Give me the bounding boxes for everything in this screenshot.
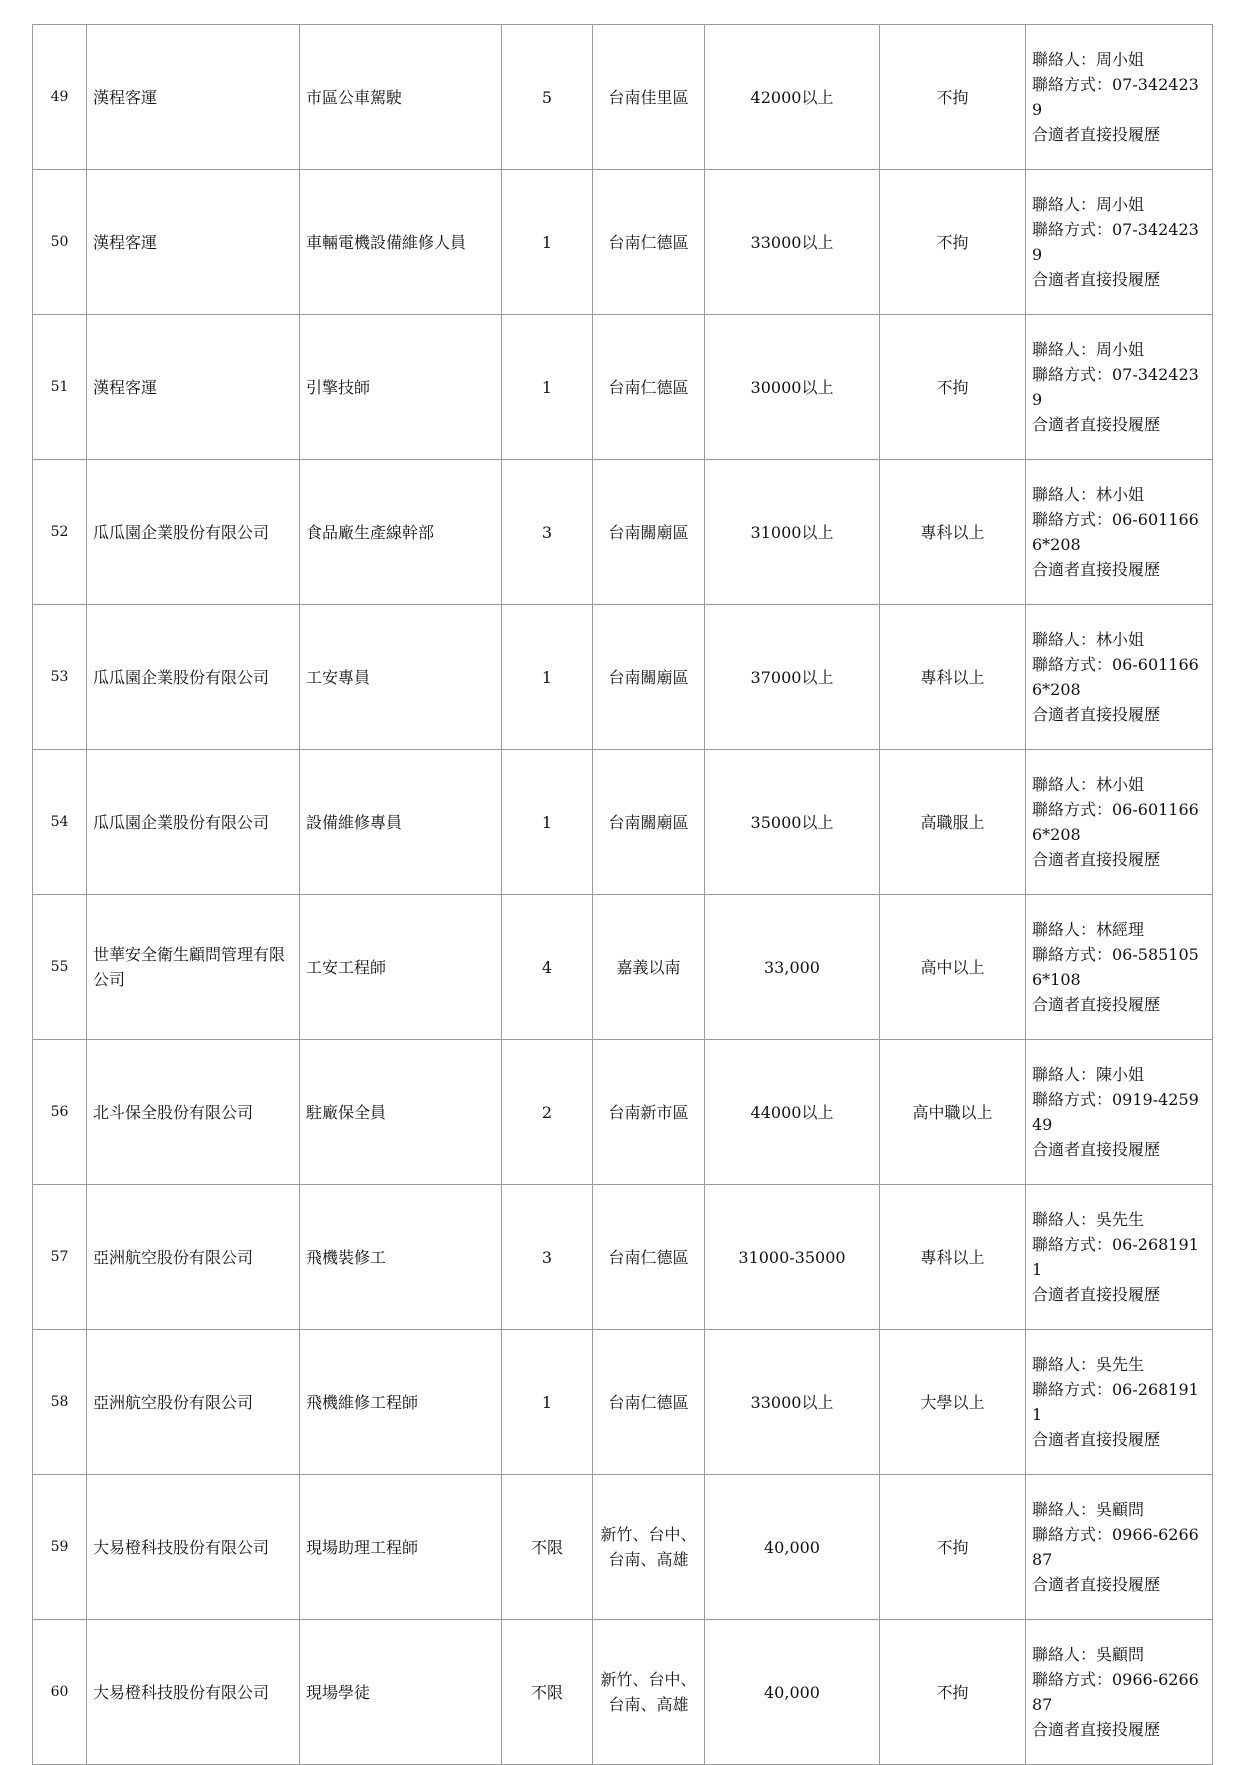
contact-method: 聯絡方式：0966-626687 <box>1032 1670 1199 1714</box>
application-note: 合適者直接投履歷 <box>1032 1720 1161 1739</box>
contact-method: 聯絡方式：06-6011666*208 <box>1032 510 1199 554</box>
contact-person: 聯絡人：吳顧問 <box>1032 1500 1145 1519</box>
contact-person: 聯絡人：林小姐 <box>1032 775 1145 794</box>
work-location: 新竹、台中、台南、高雄 <box>593 1620 705 1765</box>
application-note: 合適者直接投履歷 <box>1032 1430 1161 1449</box>
headcount: 1 <box>502 170 593 315</box>
application-note: 合適者直接投履歷 <box>1032 560 1161 579</box>
contact-method: 聯絡方式：0966-626687 <box>1032 1525 1199 1569</box>
contact-info <box>1026 1620 1213 1765</box>
education-requirement: 不拘 <box>880 315 1026 460</box>
salary: 37000以上 <box>705 605 880 750</box>
contact-info <box>1026 460 1213 605</box>
position-title: 設備維修專員 <box>300 750 502 895</box>
headcount: 不限 <box>502 1475 593 1620</box>
application-note: 合適者直接投履歷 <box>1032 705 1161 724</box>
contact-person: 聯絡人：周小姐 <box>1032 340 1145 359</box>
table-row <box>33 1475 1213 1620</box>
company-name: 大易橙科技股份有限公司 <box>87 1475 300 1620</box>
salary: 42000以上 <box>705 25 880 170</box>
headcount: 5 <box>502 25 593 170</box>
headcount: 1 <box>502 315 593 460</box>
company-name: 北斗保全股份有限公司 <box>87 1040 300 1185</box>
work-location: 台南新市區 <box>593 1040 705 1185</box>
work-location: 台南仁德區 <box>593 315 705 460</box>
headcount: 1 <box>502 1330 593 1475</box>
job-table <box>32 24 1213 1765</box>
education-requirement: 不拘 <box>880 170 1026 315</box>
row-number: 56 <box>33 1040 87 1185</box>
row-number: 49 <box>33 25 87 170</box>
education-requirement: 專科以上 <box>880 605 1026 750</box>
contact-info <box>1026 25 1213 170</box>
row-number: 54 <box>33 750 87 895</box>
position-title: 飛機裝修工 <box>300 1185 502 1330</box>
contact-info <box>1026 1475 1213 1620</box>
table-row <box>33 460 1213 605</box>
table-row <box>33 315 1213 460</box>
position-title: 現場助理工程師 <box>300 1475 502 1620</box>
table-row <box>33 1330 1213 1475</box>
salary: 30000以上 <box>705 315 880 460</box>
headcount: 3 <box>502 1185 593 1330</box>
company-name: 瓜瓜園企業股份有限公司 <box>87 605 300 750</box>
headcount: 4 <box>502 895 593 1040</box>
contact-person: 聯絡人：吳顧問 <box>1032 1645 1145 1664</box>
contact-info <box>1026 1040 1213 1185</box>
salary: 31000以上 <box>705 460 880 605</box>
contact-person: 聯絡人：吳先生 <box>1032 1355 1145 1374</box>
position-title: 市區公車駕駛 <box>300 25 502 170</box>
contact-person: 聯絡人：林小姐 <box>1032 630 1145 649</box>
contact-info <box>1026 1185 1213 1330</box>
work-location: 嘉義以南 <box>593 895 705 1040</box>
headcount: 3 <box>502 460 593 605</box>
salary: 33000以上 <box>705 1330 880 1475</box>
application-note: 合適者直接投履歷 <box>1032 1285 1161 1304</box>
contact-method: 聯絡方式：06-6011666*208 <box>1032 655 1199 699</box>
table-row <box>33 1185 1213 1330</box>
position-title: 駐廠保全員 <box>300 1040 502 1185</box>
application-note: 合適者直接投履歷 <box>1032 850 1161 869</box>
company-name: 世華安全衛生顧問管理有限公司 <box>87 895 300 1040</box>
contact-person: 聯絡人：林小姐 <box>1032 485 1145 504</box>
education-requirement: 高中職以上 <box>880 1040 1026 1185</box>
table-row <box>33 1620 1213 1765</box>
company-name: 漢程客運 <box>87 25 300 170</box>
contact-method: 聯絡方式：06-6011666*208 <box>1032 800 1199 844</box>
company-name: 瓜瓜園企業股份有限公司 <box>87 460 300 605</box>
company-name: 大易橙科技股份有限公司 <box>87 1620 300 1765</box>
table-row <box>33 605 1213 750</box>
table-row <box>33 170 1213 315</box>
salary: 33,000 <box>705 895 880 1040</box>
education-requirement: 不拘 <box>880 25 1026 170</box>
contact-method: 聯絡方式：06-2681911 <box>1032 1235 1199 1279</box>
education-requirement: 不拘 <box>880 1475 1026 1620</box>
contact-method: 聯絡方式：06-5851056*108 <box>1032 945 1199 989</box>
headcount: 1 <box>502 605 593 750</box>
work-location: 台南仁德區 <box>593 1185 705 1330</box>
education-requirement: 高中以上 <box>880 895 1026 1040</box>
salary: 31000-35000 <box>705 1185 880 1330</box>
application-note: 合適者直接投履歷 <box>1032 1140 1161 1159</box>
work-location: 台南仁德區 <box>593 170 705 315</box>
salary: 35000以上 <box>705 750 880 895</box>
row-number: 53 <box>33 605 87 750</box>
contact-person: 聯絡人：周小姐 <box>1032 50 1145 69</box>
work-location: 台南關廟區 <box>593 460 705 605</box>
salary: 44000以上 <box>705 1040 880 1185</box>
position-title: 引擎技師 <box>300 315 502 460</box>
contact-info <box>1026 315 1213 460</box>
position-title: 現場學徒 <box>300 1620 502 1765</box>
row-number: 52 <box>33 460 87 605</box>
row-number: 57 <box>33 1185 87 1330</box>
row-number: 58 <box>33 1330 87 1475</box>
work-location: 新竹、台中、台南、高雄 <box>593 1475 705 1620</box>
row-number: 60 <box>33 1620 87 1765</box>
application-note: 合適者直接投履歷 <box>1032 125 1161 144</box>
table-row <box>33 1040 1213 1185</box>
contact-info <box>1026 1330 1213 1475</box>
row-number: 59 <box>33 1475 87 1620</box>
salary: 40,000 <box>705 1620 880 1765</box>
contact-info <box>1026 895 1213 1040</box>
row-number: 51 <box>33 315 87 460</box>
contact-method: 聯絡方式：06-2681911 <box>1032 1380 1199 1424</box>
table-body <box>33 25 1213 1765</box>
education-requirement: 不拘 <box>880 1620 1026 1765</box>
contact-person: 聯絡人：吳先生 <box>1032 1210 1145 1229</box>
contact-person: 聯絡人：林經理 <box>1032 920 1145 939</box>
table-row <box>33 750 1213 895</box>
company-name: 漢程客運 <box>87 315 300 460</box>
position-title: 車輛電機設備維修人員 <box>300 170 502 315</box>
education-requirement: 高職服上 <box>880 750 1026 895</box>
row-number: 55 <box>33 895 87 1040</box>
salary: 33000以上 <box>705 170 880 315</box>
headcount: 不限 <box>502 1620 593 1765</box>
salary: 40,000 <box>705 1475 880 1620</box>
education-requirement: 大學以上 <box>880 1330 1026 1475</box>
table-row <box>33 895 1213 1040</box>
headcount: 2 <box>502 1040 593 1185</box>
company-name: 亞洲航空股份有限公司 <box>87 1185 300 1330</box>
company-name: 漢程客運 <box>87 170 300 315</box>
headcount: 1 <box>502 750 593 895</box>
contact-person: 聯絡人：周小姐 <box>1032 195 1145 214</box>
contact-info <box>1026 170 1213 315</box>
contact-method: 聯絡方式：0919-425949 <box>1032 1090 1199 1134</box>
position-title: 工安工程師 <box>300 895 502 1040</box>
work-location: 台南關廟區 <box>593 605 705 750</box>
application-note: 合適者直接投履歷 <box>1032 415 1161 434</box>
work-location: 台南仁德區 <box>593 1330 705 1475</box>
contact-info <box>1026 605 1213 750</box>
contact-method: 聯絡方式：07-3424239 <box>1032 75 1199 119</box>
job-listing-page <box>32 24 1212 1765</box>
table-row <box>33 25 1213 170</box>
education-requirement: 專科以上 <box>880 1185 1026 1330</box>
company-name: 亞洲航空股份有限公司 <box>87 1330 300 1475</box>
company-name: 瓜瓜園企業股份有限公司 <box>87 750 300 895</box>
position-title: 飛機維修工程師 <box>300 1330 502 1475</box>
education-requirement: 專科以上 <box>880 460 1026 605</box>
position-title: 食品廠生產線幹部 <box>300 460 502 605</box>
work-location: 台南關廟區 <box>593 750 705 895</box>
application-note: 合適者直接投履歷 <box>1032 270 1161 289</box>
contact-method: 聯絡方式：07-3424239 <box>1032 220 1199 264</box>
application-note: 合適者直接投履歷 <box>1032 1575 1161 1594</box>
work-location: 台南佳里區 <box>593 25 705 170</box>
contact-method: 聯絡方式：07-3424239 <box>1032 365 1199 409</box>
application-note: 合適者直接投履歷 <box>1032 995 1161 1014</box>
contact-info <box>1026 750 1213 895</box>
position-title: 工安專員 <box>300 605 502 750</box>
contact-person: 聯絡人：陳小姐 <box>1032 1065 1145 1084</box>
row-number: 50 <box>33 170 87 315</box>
